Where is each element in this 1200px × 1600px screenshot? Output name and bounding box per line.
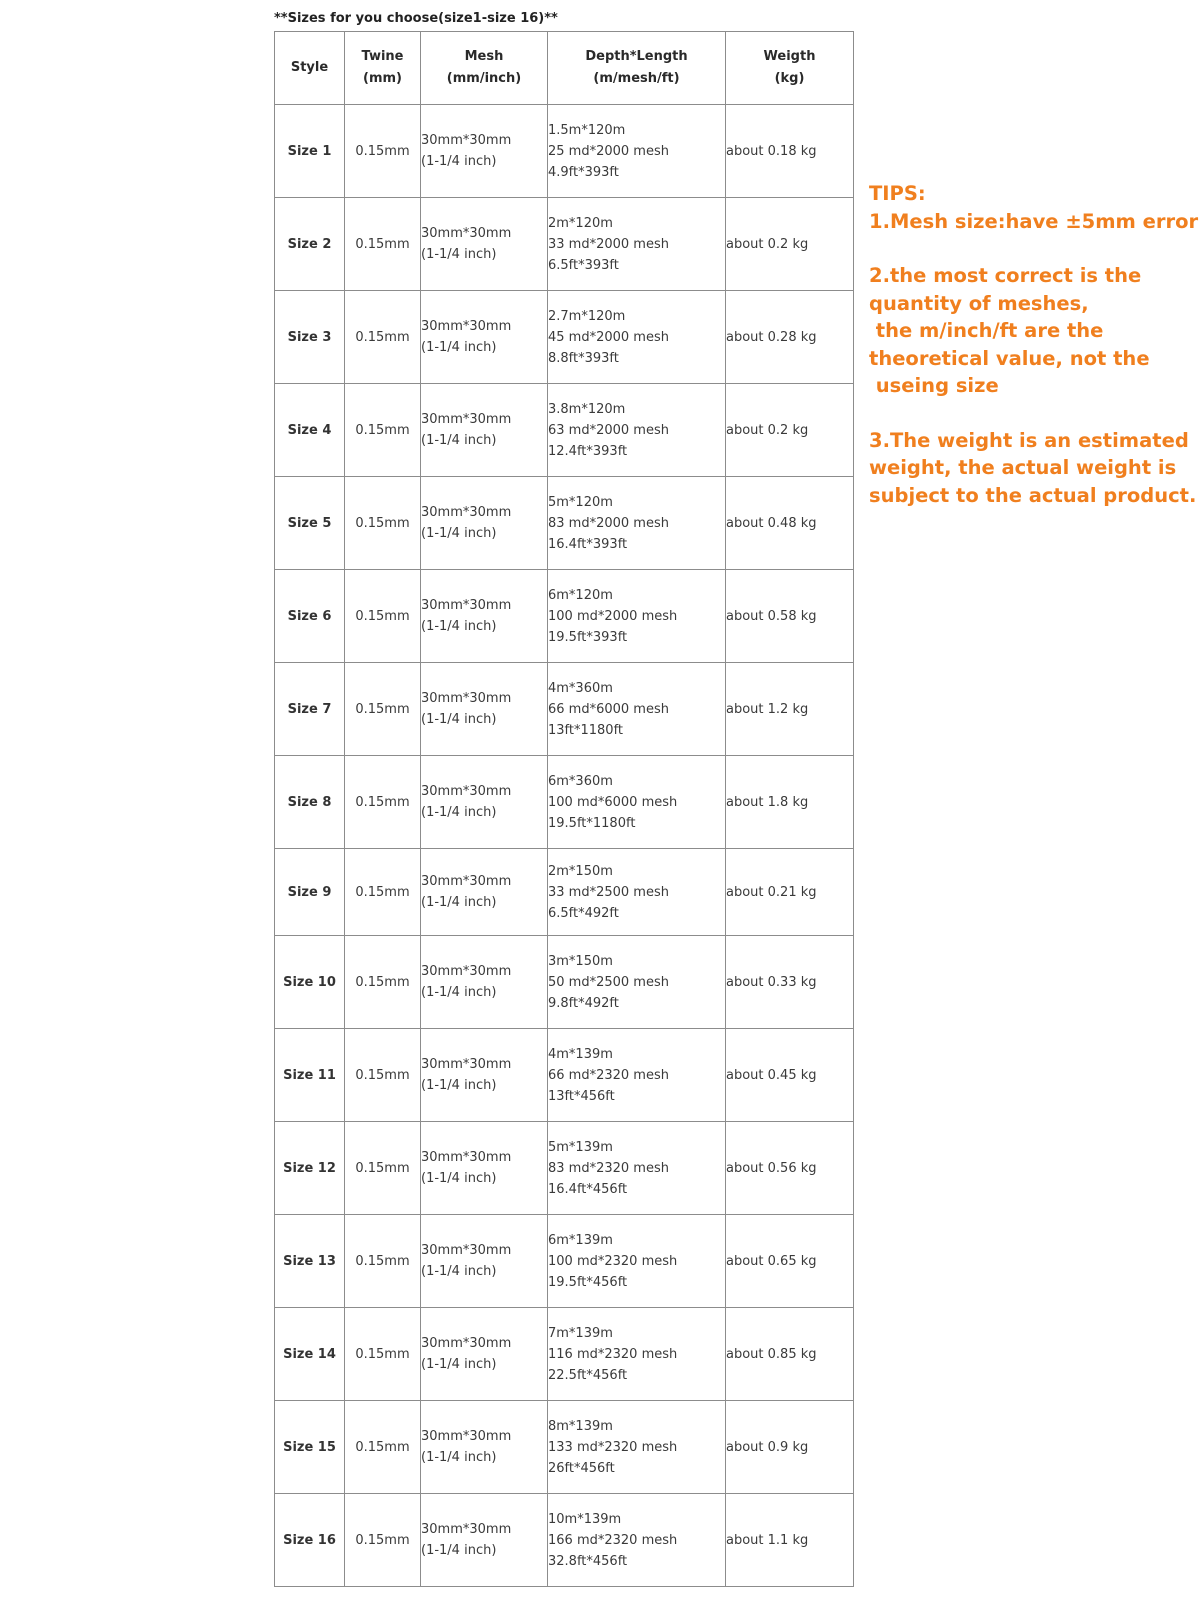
tip-1-line: 1.Mesh size:have ±5mm error — [869, 209, 1199, 233]
cell-depth-line: 100 md*6000 mesh — [548, 794, 678, 810]
table-header-row — [275, 32, 854, 105]
table-body — [275, 105, 854, 1587]
cell-style: Size 6 — [275, 570, 345, 663]
cell-mesh-line: 30mm*30mm — [421, 1429, 512, 1444]
cell-depth-line: 100 md*2000 mesh — [548, 608, 678, 624]
tip-3 — [869, 427, 1199, 510]
cell-depth-line: 50 md*2500 mesh — [548, 974, 669, 990]
cell-mesh-line: (1-1/4 inch) — [421, 1543, 497, 1558]
header-twine-line: Twine — [361, 49, 404, 64]
tip-2-line: 2.the most correct is the — [869, 264, 1142, 287]
cell-depth-line: 19.5ft*456ft — [548, 1274, 628, 1290]
table-row — [275, 756, 854, 849]
cell-depth-line: 33 md*2500 mesh — [548, 884, 669, 900]
header-style-line: Style — [290, 60, 329, 75]
cell-twine: 0.15mm — [345, 756, 421, 849]
cell-weight: about 0.48 kg — [726, 477, 854, 570]
cell-mesh-line: 30mm*30mm — [421, 691, 512, 706]
cell-depth-line: 13ft*1180ft — [548, 722, 624, 738]
cell-weight: about 0.58 kg — [726, 570, 854, 663]
table-row — [275, 849, 854, 936]
cell-twine: 0.15mm — [345, 849, 421, 936]
cell-mesh — [421, 1401, 548, 1494]
size-table — [274, 31, 854, 1587]
cell-mesh-line: 30mm*30mm — [421, 874, 512, 889]
cell-weight: about 0.56 kg — [726, 1122, 854, 1215]
cell-mesh — [421, 1215, 548, 1308]
cell-depth-line: 2m*150m — [548, 863, 613, 879]
cell-style: Size 14 — [275, 1308, 345, 1401]
cell-twine: 0.15mm — [345, 198, 421, 291]
header-depth-length — [548, 32, 726, 105]
cell-style: Size 16 — [275, 1494, 345, 1587]
cell-mesh — [421, 384, 548, 477]
tip-2-line: theoretical value, not the — [869, 346, 1150, 370]
cell-depth-length — [548, 570, 726, 663]
cell-style: Size 1 — [275, 105, 345, 198]
cell-depth-line: 166 md*2320 mesh — [548, 1532, 678, 1548]
cell-mesh-line: 30mm*30mm — [421, 1336, 512, 1351]
tip-3-line: weight, the actual weight is — [869, 456, 1177, 479]
cell-depth-line: 6m*360m — [548, 773, 613, 789]
cell-mesh — [421, 198, 548, 291]
cell-depth-line: 26ft*456ft — [548, 1460, 615, 1476]
table-row — [275, 1401, 854, 1494]
cell-mesh-line: 30mm*30mm — [421, 1150, 512, 1165]
cell-depth-line: 83 md*2320 mesh — [548, 1160, 669, 1176]
cell-depth-length — [548, 198, 726, 291]
cell-weight: about 0.28 kg — [726, 291, 854, 384]
cell-depth-line: 100 md*2320 mesh — [548, 1253, 678, 1269]
cell-depth-length — [548, 105, 726, 198]
cell-mesh-line: (1-1/4 inch) — [421, 1078, 497, 1093]
table-row — [275, 1122, 854, 1215]
cell-depth-length — [548, 663, 726, 756]
cell-depth-line: 3.8m*120m — [548, 401, 626, 417]
table-row — [275, 291, 854, 384]
cell-depth-line: 33 md*2000 mesh — [548, 236, 669, 252]
table-row — [275, 105, 854, 198]
cell-depth-line: 25 md*2000 mesh — [548, 143, 669, 159]
cell-depth-length — [548, 1494, 726, 1587]
cell-depth-line: 66 md*2320 mesh — [548, 1067, 669, 1083]
cell-depth-line: 13ft*456ft — [548, 1088, 615, 1104]
header-depth-line: (m/mesh/ft) — [593, 71, 680, 86]
cell-twine: 0.15mm — [345, 1494, 421, 1587]
table-caption: **Sizes for you choose(size1-size 16)** — [274, 11, 558, 26]
cell-style: Size 15 — [275, 1401, 345, 1494]
cell-mesh-line: (1-1/4 inch) — [421, 712, 497, 727]
cell-depth-line: 5m*120m — [548, 494, 613, 510]
cell-mesh — [421, 291, 548, 384]
cell-mesh-line: (1-1/4 inch) — [421, 433, 497, 448]
cell-depth-line: 7m*139m — [548, 1325, 613, 1341]
cell-depth-line: 6m*139m — [548, 1232, 613, 1248]
cell-weight: about 1.1 kg — [726, 1494, 854, 1587]
cell-style: Size 11 — [275, 1029, 345, 1122]
cell-depth-line: 6.5ft*492ft — [548, 905, 619, 921]
cell-depth-line: 10m*139m — [548, 1511, 622, 1527]
cell-twine: 0.15mm — [345, 663, 421, 756]
cell-weight: about 0.18 kg — [726, 105, 854, 198]
tip-3-line: subject to the actual product. — [869, 483, 1197, 507]
cell-weight: about 0.21 kg — [726, 849, 854, 936]
cell-mesh — [421, 849, 548, 936]
cell-weight: about 0.85 kg — [726, 1308, 854, 1401]
tip-2-line: useing size — [869, 374, 999, 397]
cell-style: Size 2 — [275, 198, 345, 291]
cell-weight: about 0.45 kg — [726, 1029, 854, 1122]
header-weight-line: Weigth — [763, 49, 816, 64]
table-row — [275, 663, 854, 756]
cell-depth-length — [548, 936, 726, 1029]
cell-twine: 0.15mm — [345, 570, 421, 663]
cell-twine: 0.15mm — [345, 1308, 421, 1401]
cell-depth-line: 2.7m*120m — [548, 308, 626, 324]
cell-depth-length — [548, 384, 726, 477]
cell-depth-line: 4.9ft*393ft — [548, 164, 619, 180]
cell-style: Size 13 — [275, 1215, 345, 1308]
cell-depth-length — [548, 291, 726, 384]
cell-mesh-line: (1-1/4 inch) — [421, 1171, 497, 1186]
table-row — [275, 384, 854, 477]
cell-twine: 0.15mm — [345, 1029, 421, 1122]
header-twine — [345, 32, 421, 105]
cell-mesh — [421, 663, 548, 756]
cell-depth-length — [548, 849, 726, 936]
cell-mesh-line: (1-1/4 inch) — [421, 985, 497, 1000]
tips-panel — [869, 180, 1199, 509]
header-weight-line: (kg) — [774, 71, 805, 86]
cell-twine: 0.15mm — [345, 105, 421, 198]
cell-weight: about 0.2 kg — [726, 198, 854, 291]
cell-depth-length — [548, 1122, 726, 1215]
table-row — [275, 570, 854, 663]
cell-mesh — [421, 570, 548, 663]
cell-depth-line: 16.4ft*393ft — [548, 536, 628, 552]
cell-depth-line: 22.5ft*456ft — [548, 1367, 628, 1383]
cell-depth-line: 3m*150m — [548, 953, 613, 969]
header-style — [275, 32, 345, 105]
cell-depth-length — [548, 477, 726, 570]
cell-depth-line: 32.8ft*456ft — [548, 1553, 628, 1569]
cell-style: Size 7 — [275, 663, 345, 756]
tip-2-line: quantity of meshes, — [869, 291, 1089, 315]
tip-1 — [869, 208, 1199, 236]
cell-depth-line: 4m*139m — [548, 1046, 613, 1062]
cell-mesh-line: 30mm*30mm — [421, 1522, 512, 1537]
cell-depth-line: 5m*139m — [548, 1139, 613, 1155]
cell-depth-line: 63 md*2000 mesh — [548, 422, 669, 438]
cell-style: Size 9 — [275, 849, 345, 936]
cell-mesh-line: (1-1/4 inch) — [421, 1264, 497, 1279]
cell-style: Size 5 — [275, 477, 345, 570]
cell-depth-line: 8.8ft*393ft — [548, 350, 619, 366]
cell-weight: about 0.65 kg — [726, 1215, 854, 1308]
cell-depth-length — [548, 1401, 726, 1494]
cell-mesh-line: 30mm*30mm — [421, 964, 512, 979]
cell-mesh-line: (1-1/4 inch) — [421, 526, 497, 541]
cell-style: Size 4 — [275, 384, 345, 477]
cell-style: Size 12 — [275, 1122, 345, 1215]
cell-depth-line: 6.5ft*393ft — [548, 257, 619, 273]
cell-depth-length — [548, 1215, 726, 1308]
cell-mesh-line: 30mm*30mm — [421, 505, 512, 520]
table-row — [275, 1494, 854, 1587]
cell-mesh-line: 30mm*30mm — [421, 319, 512, 334]
cell-mesh-line: 30mm*30mm — [421, 1057, 512, 1072]
cell-mesh-line: (1-1/4 inch) — [421, 247, 497, 262]
cell-mesh — [421, 1029, 548, 1122]
header-mesh — [421, 32, 548, 105]
cell-twine: 0.15mm — [345, 1215, 421, 1308]
header-twine-line: (mm) — [363, 71, 402, 86]
cell-style: Size 3 — [275, 291, 345, 384]
cell-mesh — [421, 1122, 548, 1215]
cell-weight: about 0.33 kg — [726, 936, 854, 1029]
cell-style: Size 10 — [275, 936, 345, 1029]
cell-mesh — [421, 936, 548, 1029]
cell-depth-line: 83 md*2000 mesh — [548, 515, 669, 531]
cell-mesh-line: (1-1/4 inch) — [421, 619, 497, 634]
table-row — [275, 477, 854, 570]
cell-mesh — [421, 477, 548, 570]
cell-depth-line: 4m*360m — [548, 680, 613, 696]
cell-mesh-line: 30mm*30mm — [421, 1243, 512, 1258]
tip-2-line: the m/inch/ft are the — [869, 319, 1104, 342]
tip-3-line: 3.The weight is an estimated — [869, 428, 1189, 452]
header-mesh-line: (mm/inch) — [446, 71, 522, 86]
cell-mesh-line: (1-1/4 inch) — [421, 340, 497, 355]
cell-weight: about 0.2 kg — [726, 384, 854, 477]
cell-mesh — [421, 1494, 548, 1587]
cell-mesh-line: 30mm*30mm — [421, 784, 512, 799]
cell-mesh-line: (1-1/4 inch) — [421, 1357, 497, 1372]
tips-title: TIPS: — [869, 182, 926, 205]
cell-weight: about 1.8 kg — [726, 756, 854, 849]
header-weight — [726, 32, 854, 105]
cell-twine: 0.15mm — [345, 1401, 421, 1494]
cell-mesh-line: (1-1/4 inch) — [421, 154, 497, 169]
table-row — [275, 1308, 854, 1401]
cell-depth-length — [548, 1308, 726, 1401]
cell-mesh-line: (1-1/4 inch) — [421, 805, 497, 820]
cell-depth-line: 133 md*2320 mesh — [548, 1439, 678, 1455]
cell-depth-line: 1.5m*120m — [548, 122, 626, 138]
cell-depth-line: 66 md*6000 mesh — [548, 701, 669, 717]
cell-twine: 0.15mm — [345, 936, 421, 1029]
cell-twine: 0.15mm — [345, 291, 421, 384]
cell-mesh-line: 30mm*30mm — [421, 226, 512, 241]
cell-mesh-line: (1-1/4 inch) — [421, 1450, 497, 1465]
table-row — [275, 1029, 854, 1122]
cell-mesh-line: 30mm*30mm — [421, 133, 512, 148]
cell-depth-line: 6m*120m — [548, 587, 613, 603]
cell-depth-line: 16.4ft*456ft — [548, 1181, 628, 1197]
cell-twine: 0.15mm — [345, 477, 421, 570]
cell-depth-line: 2m*120m — [548, 215, 613, 231]
cell-weight: about 0.9 kg — [726, 1401, 854, 1494]
table-row — [275, 936, 854, 1029]
cell-weight: about 1.2 kg — [726, 663, 854, 756]
header-depth-line: Depth*Length — [585, 49, 688, 64]
cell-depth-line: 19.5ft*1180ft — [548, 815, 636, 831]
table-row — [275, 198, 854, 291]
cell-depth-line: 8m*139m — [548, 1418, 613, 1434]
cell-mesh — [421, 1308, 548, 1401]
cell-depth-length — [548, 756, 726, 849]
cell-depth-line: 9.8ft*492ft — [548, 995, 619, 1011]
cell-mesh-line: 30mm*30mm — [421, 412, 512, 427]
cell-style: Size 8 — [275, 756, 345, 849]
cell-depth-line: 12.4ft*393ft — [548, 443, 628, 459]
cell-twine: 0.15mm — [345, 1122, 421, 1215]
header-mesh-line: Mesh — [464, 49, 504, 64]
cell-mesh — [421, 756, 548, 849]
cell-mesh — [421, 105, 548, 198]
cell-depth-line: 19.5ft*393ft — [548, 629, 628, 645]
cell-depth-line: 116 md*2320 mesh — [548, 1346, 678, 1362]
cell-depth-line: 45 md*2000 mesh — [548, 329, 669, 345]
cell-twine: 0.15mm — [345, 384, 421, 477]
cell-mesh-line: (1-1/4 inch) — [421, 895, 497, 910]
table-row — [275, 1215, 854, 1308]
tip-2 — [869, 262, 1199, 400]
cell-mesh-line: 30mm*30mm — [421, 598, 512, 613]
cell-depth-length — [548, 1029, 726, 1122]
